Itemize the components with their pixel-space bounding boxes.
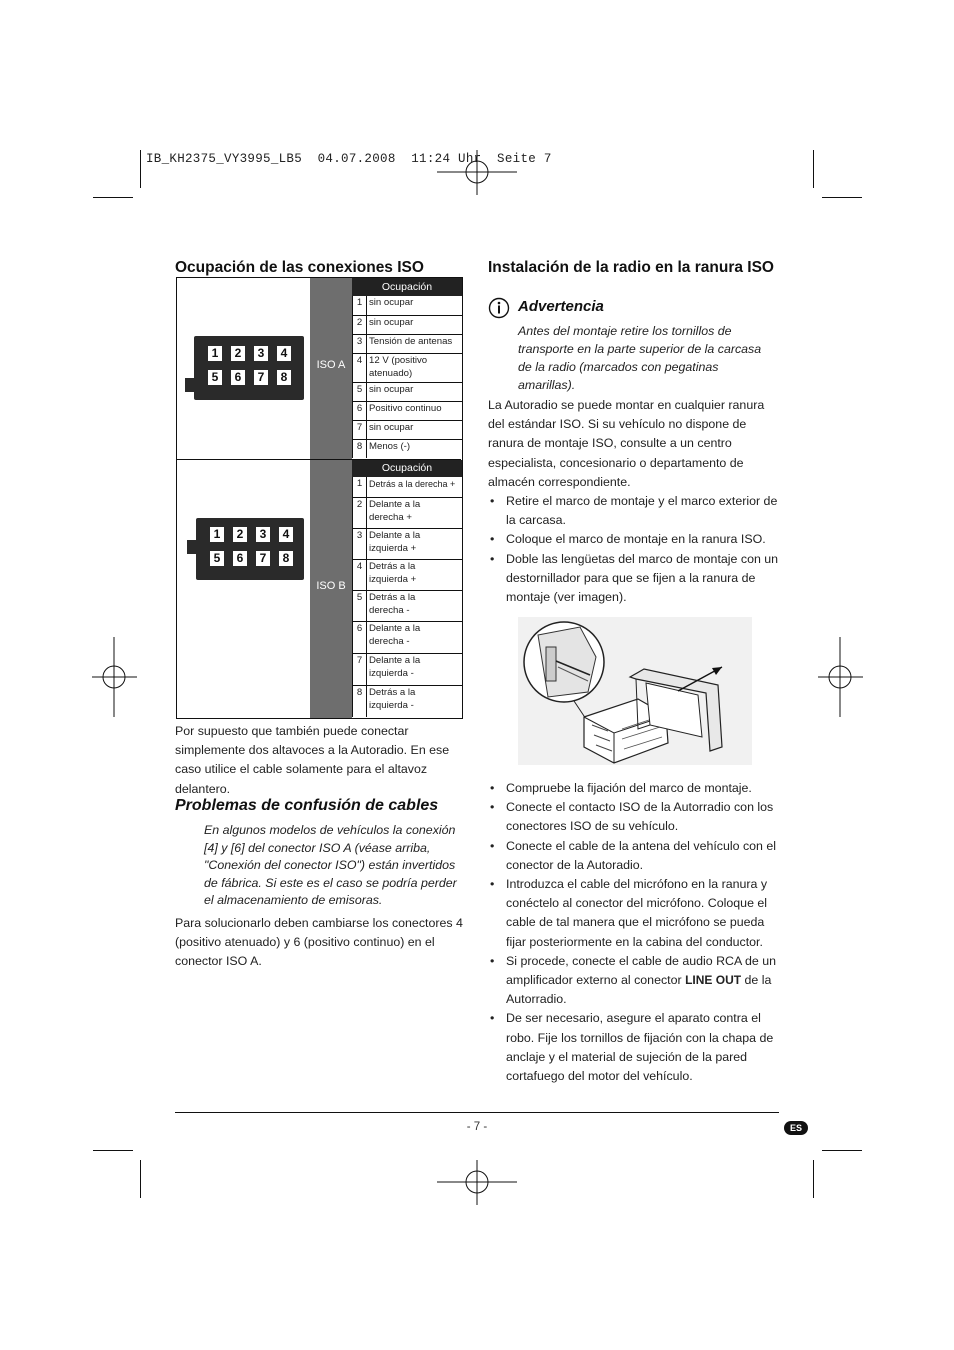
row-text: Delante a la derecha -	[369, 623, 421, 647]
row-number: 1	[353, 296, 367, 315]
table-row	[352, 421, 462, 440]
row-number: 7	[353, 421, 367, 439]
row-text: sin ocupar	[369, 384, 414, 395]
iso-b-connector-icon	[196, 518, 304, 580]
row-number: 5	[353, 383, 367, 401]
iso-a-label: ISO A	[316, 359, 346, 371]
row-text: Delante a la izquierda -	[369, 655, 421, 679]
table-row	[352, 440, 462, 458]
row-number: 6	[353, 622, 367, 653]
row-number: 5	[353, 591, 367, 621]
crop-mark	[822, 1150, 862, 1151]
table-row	[352, 560, 462, 591]
row-text: Delante a la izquierda +	[369, 530, 421, 554]
iso-b-label-cell	[310, 460, 352, 718]
iso-connections-heading: Ocupación de las conexiones ISO	[175, 259, 424, 276]
pin-8: 8	[279, 551, 293, 566]
table-row	[352, 383, 462, 402]
list-item: • Doble las lengüetas del marco de montaje con un destornillador para que se fijen a la ranura de montaje (ver imagen).	[488, 550, 780, 608]
iso-a-connector-icon	[194, 336, 304, 400]
table-row	[352, 622, 462, 654]
crop-mark	[140, 150, 141, 188]
iso-connections-table	[176, 277, 463, 719]
crop-mark	[93, 1150, 133, 1151]
row-number: 1	[353, 477, 367, 497]
table-row	[352, 529, 462, 560]
table-row	[352, 402, 462, 421]
table-row	[352, 477, 462, 498]
row-text: sin ocupar	[369, 317, 414, 328]
cable-fix-paragraph: Para solucionarlo deben cambiarse los conectores 4 (positivo atenuado) y 6 (positivo continuo) en el conector ISO A.	[175, 916, 463, 969]
pin-3: 3	[254, 346, 268, 361]
list-item: • Introduzca el cable del micrófono en la ranura y conéctelo al conector del micrófono. Coloque el cable de tal manera que el micrófono se pueda fijar posteriormente en la cabina del conductor.	[488, 875, 780, 952]
warning-title: Advertencia	[518, 298, 604, 315]
row-number: 4	[353, 560, 367, 590]
table-row	[352, 296, 462, 316]
row-text: Detrás a la izquierda +	[369, 561, 417, 585]
iso-a-occupation-header: Ocupación	[352, 278, 462, 296]
table-row	[352, 654, 462, 686]
cable-problems-heading: Problemas de confusión de cables	[175, 797, 439, 814]
warning-text: Antes del montaje retire los tornillos de transporte en la parte superior de la carcasa de la radio (marcados con pegatinas amarillas).	[518, 324, 762, 392]
registration-mark-left	[92, 637, 137, 717]
table-row	[352, 498, 462, 529]
cable-problems-note: En algunos modelos de vehículos la conexión [4] y [6] del conector ISO A (véase arriba, "Conexión del conector ISO") están invertidos de fábrica. Si este es el caso se podría perder el almacenamiento de emisoras.	[204, 823, 457, 908]
footer-rule	[175, 1112, 779, 1113]
iso-b-diagram-cell	[177, 460, 311, 718]
pin-7: 7	[254, 370, 268, 385]
crop-mark	[813, 150, 814, 188]
row-text: Menos (-)	[369, 441, 411, 452]
registration-mark-right	[818, 637, 863, 717]
iso-b-occupation-header: Ocupación	[352, 460, 462, 477]
line-out-text-post: de la Autorradio.	[506, 973, 772, 1007]
row-text: Positivo continuo	[369, 403, 442, 414]
list-item: • Compruebe la fijación del marco de montaje.	[488, 779, 780, 798]
installation-heading: Instalación de la radio en la ranura ISO	[488, 259, 774, 276]
table-row	[352, 354, 462, 383]
row-number: 8	[353, 686, 367, 717]
table-row	[352, 686, 462, 717]
table-row	[352, 335, 462, 354]
pin-4: 4	[279, 527, 293, 542]
iso-a-section	[177, 278, 461, 460]
installation-paragraph: La Autoradio se puede montar en cualquier ranura del estándar ISO. Si su vehículo no dispone de ranura de montaje ISO, consulte a un centro especialista, concesionario o departamento de almacén correspondiente.	[488, 398, 765, 489]
iso-a-label-cell	[310, 278, 352, 459]
crop-mark	[140, 1160, 141, 1198]
row-text: Detrás a la izquierda -	[369, 687, 416, 711]
iso-b-label: ISO B	[316, 580, 346, 592]
pin-2: 2	[233, 527, 247, 542]
connection-steps-list	[488, 779, 780, 1086]
print-header-line: IB_KH2375_VY3995_LB5 04.07.2008 11:24 Uhr Seite 7	[146, 152, 552, 166]
iso-b-section	[177, 460, 461, 718]
pin-6: 6	[233, 551, 247, 566]
speaker-paragraph: Por supuesto que también puede conectar simplemente dos altavoces a la Autoradio. En ese caso utilice el cable solamente para el altavoz delantero.	[175, 724, 450, 796]
row-number: 6	[353, 402, 367, 420]
row-text: Tensión de antenas	[369, 336, 453, 347]
row-number: 7	[353, 654, 367, 685]
installation-steps-list	[488, 492, 780, 607]
list-item	[488, 952, 780, 1010]
list-item: • Conecte el cable de la antena del vehículo con el conector de la Autoradio.	[488, 837, 780, 875]
row-number: 4	[353, 354, 367, 382]
pin-7: 7	[256, 551, 270, 566]
row-number: 2	[353, 316, 367, 334]
registration-mark-bottom	[437, 1160, 517, 1205]
list-item: • Conecte el contacto ISO de la Autorradio con los conectores ISO de su vehículo.	[488, 798, 780, 836]
row-text: sin ocupar	[369, 422, 414, 433]
installation-illustration	[518, 617, 752, 765]
line-out-label: LINE OUT	[685, 973, 742, 988]
iso-a-diagram-cell	[177, 278, 311, 459]
row-number: 2	[353, 498, 367, 528]
pin-3: 3	[256, 527, 270, 542]
info-icon	[488, 297, 510, 319]
list-item: • De ser necesario, asegure el aparato contra el robo. Fije los tornillos de fijación con la chapa de anclaje y el material de sujeción de la pared cortafuego del motor del vehículo.	[488, 1009, 780, 1086]
row-number: 3	[353, 335, 367, 353]
pin-5: 5	[208, 370, 222, 385]
row-number: 3	[353, 529, 367, 559]
pin-5: 5	[210, 551, 224, 566]
table-row	[352, 316, 462, 335]
page-number: - 7 -	[466, 1121, 488, 1133]
list-item: • Coloque el marco de montaje en la ranura ISO.	[488, 530, 780, 549]
pin-8: 8	[277, 370, 291, 385]
crop-mark	[93, 197, 133, 198]
pin-1: 1	[210, 527, 224, 542]
line-out-text-pre: Si procede, conecte el cable de audio RCA de un amplificador externo al conector	[506, 953, 777, 988]
row-text: Detrás a la derecha -	[369, 592, 416, 616]
connector-key	[187, 540, 197, 554]
pin-2: 2	[231, 346, 245, 361]
row-text: sin ocupar	[369, 297, 414, 308]
table-row	[352, 591, 462, 622]
pin-1: 1	[208, 346, 222, 361]
crop-mark	[822, 197, 862, 198]
pin-4: 4	[277, 346, 291, 361]
row-number: 8	[353, 440, 367, 458]
row-text: Delante a la derecha +	[369, 499, 421, 523]
connector-key	[185, 378, 195, 392]
row-text: Detrás a la derecha +	[369, 479, 456, 489]
language-badge: ES	[784, 1121, 808, 1135]
row-text: 12 V (positivo atenuado)	[369, 355, 428, 379]
list-item: • Retire el marco de montaje y el marco exterior de la carcasa.	[488, 492, 780, 530]
pin-6: 6	[231, 370, 245, 385]
crop-mark	[813, 1160, 814, 1198]
